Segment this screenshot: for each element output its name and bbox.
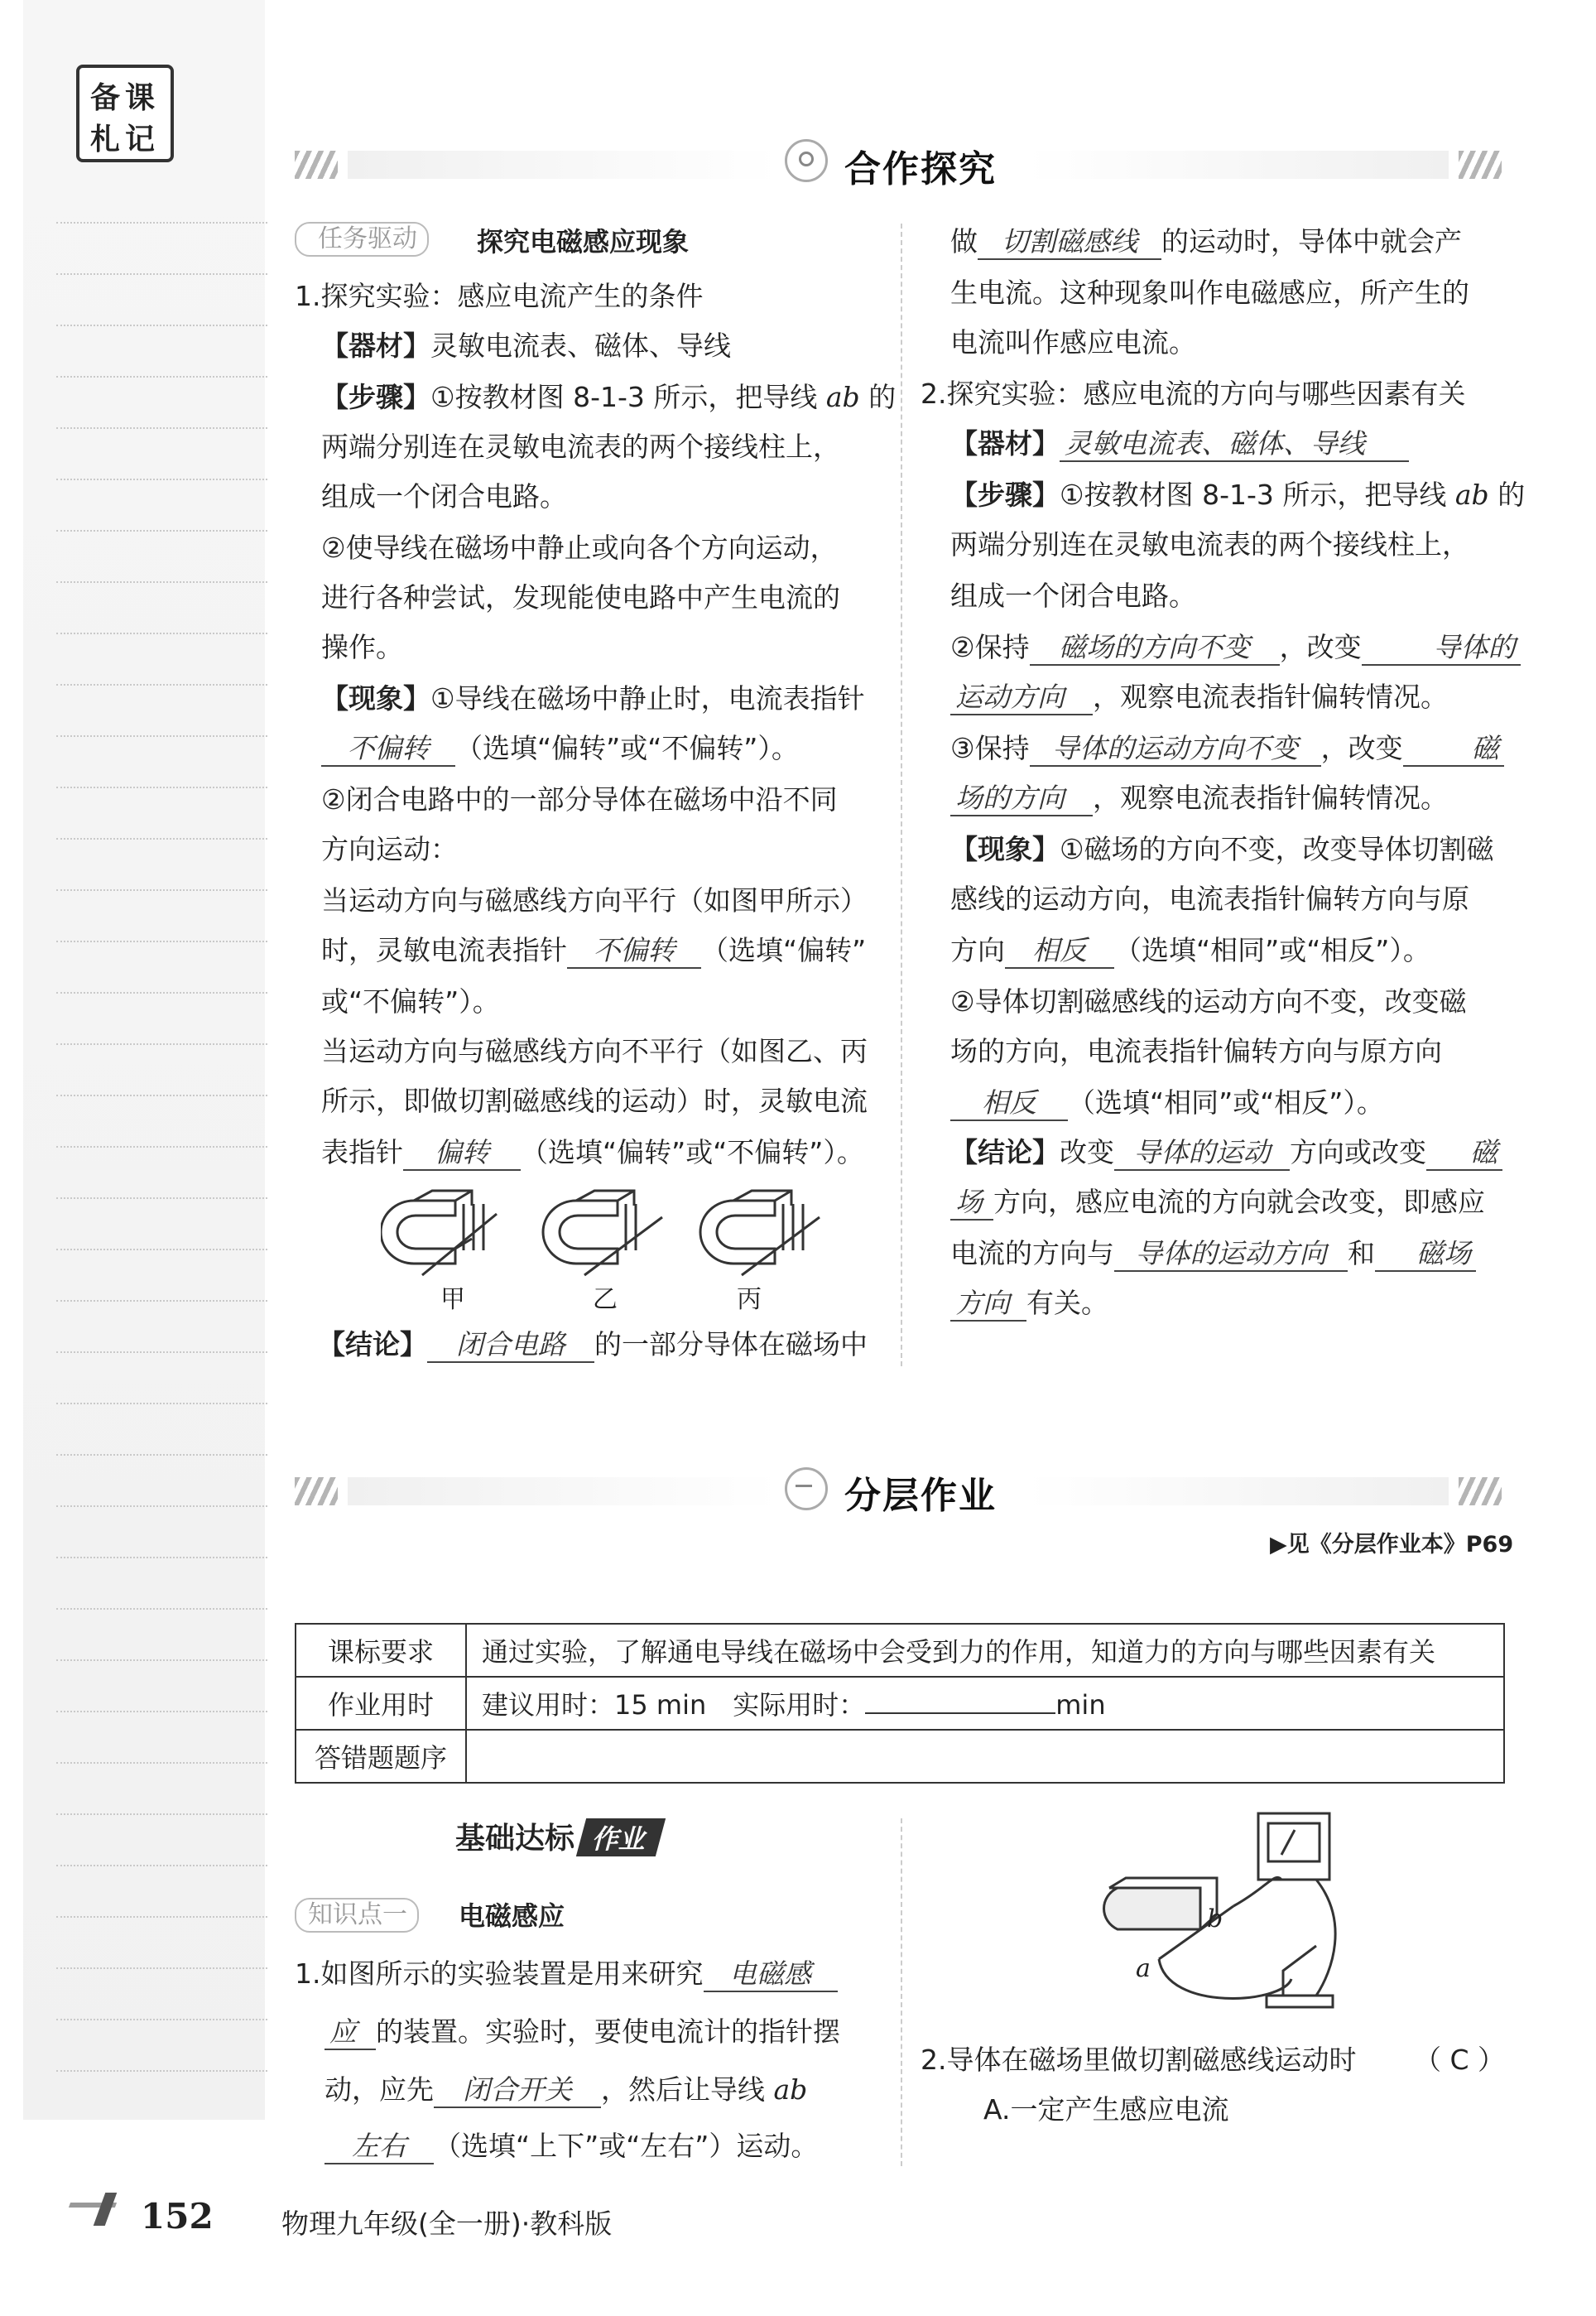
header-bar-left (348, 151, 778, 179)
right-line8: 组成一个闭合电路。 (950, 580, 1196, 612)
answer-blank: 导体的运动方向 (1114, 1237, 1348, 1272)
answer-blank: 相反 (1005, 934, 1114, 969)
column-divider-2 (901, 1818, 902, 2166)
answer-blank: 闭合电路 (427, 1328, 594, 1363)
table-row (296, 1730, 1504, 1783)
fig-label-jia: 甲 (440, 1285, 465, 1314)
level-badge (455, 1815, 661, 1857)
left-line18: 表指针 偏转 （选填“偏转”或“不偏转”）。 (321, 1136, 864, 1171)
left-line17: 所示，即做切割磁感线的运动）时，灵敏电流 (321, 1085, 868, 1117)
answer-blank: 磁场 (1375, 1237, 1476, 1272)
section-title-homework: 分层作业 (844, 1475, 997, 1517)
left-line9: 【现象】①导线在磁场中静止时，电流表指针 (321, 682, 865, 715)
answer-blank: 相反 (950, 1086, 1068, 1121)
answer-blank: 磁 (1426, 1136, 1502, 1171)
header2-hatch-left (295, 1477, 338, 1505)
header-bar-right (1026, 151, 1449, 179)
left-line3: 【步骤】①按教材图 8-1-3 所示，把导线 ab 的 (321, 381, 897, 413)
table-cell: 通过实验，了解通电导线在磁场中会受到力的作用，知道力的方向与哪些因素有关 (466, 1624, 1504, 1677)
task-title: 探究电磁感应现象 (477, 226, 690, 258)
header-hatch-left (295, 151, 338, 179)
right-line7: 两端分别连在灵敏电流表的两个接线柱上， (950, 528, 1469, 561)
table-cell: 建议用时：15 min 实际用时： min (466, 1677, 1504, 1730)
page-number: 152 (141, 2196, 214, 2237)
right-line11: ③保持 导体的运动方向不变 ，改变 磁 (950, 732, 1504, 767)
table-head: 答错题题序 (296, 1730, 466, 1783)
table-head: 作业用时 (296, 1677, 466, 1730)
q1-line3: 动，应先 闭合开关 ，然后让导线 ab (324, 2073, 807, 2108)
right-line20: 场 方向，感应电流的方向就会改变，即感应 (950, 1186, 1485, 1221)
answer-blank: 灵敏电流表、磁体、导线 (1060, 427, 1409, 462)
table-head: 课标要求 (296, 1624, 466, 1677)
header2-bar-right (1026, 1477, 1449, 1505)
stamp-line1: 备课 (89, 80, 160, 115)
left-line8: 操作。 (321, 631, 403, 663)
left-line6: ②使导线在磁场中静止或向各个方向运动， (321, 532, 838, 564)
left-line11: ②闭合电路中的一部分导体在磁场中沿不同 (321, 783, 838, 816)
left-line10: 不偏转 （选填“偏转”或“不偏转”）。 (321, 732, 799, 767)
answer-blank: 方向 (950, 1287, 1026, 1322)
actual-time-field[interactable] (865, 1691, 1055, 1714)
right-line15: 方向 相反 （选填“相同”或“相反”）。 (950, 934, 1430, 969)
answer-blank: 电磁感 (704, 1957, 838, 1992)
answer-blank: 导体的运动方向不变 (1030, 732, 1321, 767)
answer-blank: 导体的 (1362, 631, 1521, 666)
table-row (296, 1624, 1504, 1677)
header-hatch-right (1459, 151, 1502, 179)
right-line10: 运动方向 ，观察电流表指针偏转情况。 (950, 681, 1448, 715)
right-line3: 电流叫作感应电流。 (950, 326, 1196, 359)
answer-blank: 不偏转 (321, 732, 455, 767)
answer-blank: 偏转 (403, 1136, 521, 1171)
q2-answer: （ C ） (1414, 2044, 1506, 2076)
q1-line2: 应 的装置。实验时，要使电流计的指针摆 (324, 2015, 840, 2050)
left-line13: 当运动方向与磁感线方向平行（如图甲所示） (321, 884, 868, 917)
knowledge-title: 电磁感应 (459, 1900, 565, 1932)
q1-line4: 左右 （选填“上下”或“左右”）运动。 (324, 2130, 818, 2164)
right-line16: ②导体切割磁感线的运动方向不变，改变磁 (950, 985, 1467, 1018)
layer-icon (785, 1467, 828, 1510)
badge-basic: 基础达标 (455, 1822, 575, 1856)
task-pill: 任务驱动 (295, 222, 429, 257)
q2-option-a: A.一定产生感应电流 (983, 2093, 1229, 2126)
right-line2: 生电流。这种现象叫作电磁感应，所产生的 (950, 277, 1469, 309)
answer-blank: 左右 (324, 2130, 434, 2164)
answer-blank: 导体的运动 (1114, 1136, 1290, 1171)
left-line14: 时，灵敏电流表指针 不偏转 （选填“偏转” (321, 934, 866, 969)
right-line17: 场的方向，电流表指针偏转方向与原方向 (950, 1035, 1442, 1067)
fig-label-bing: 丙 (737, 1285, 762, 1314)
answer-blank: 不偏转 (567, 934, 701, 969)
right-line18: 相反 （选填“相同”或“相反”）。 (950, 1086, 1384, 1121)
right-line1: 做 切割磁感线 的运动时，导体中就会产 (950, 225, 1462, 260)
answer-blank: 磁 (1403, 732, 1504, 767)
right-line21: 电流的方向与 导体的运动方向 和 磁场 (950, 1237, 1476, 1272)
page-corner-icon (70, 2193, 127, 2226)
right-line22: 方向 有关。 (950, 1287, 1108, 1322)
section-title-cooperate: 合作探究 (844, 148, 997, 190)
fig-label-yi: 乙 (593, 1285, 618, 1314)
left-line12: 方向运动： (321, 833, 458, 865)
left-line16: 当运动方向与磁感线方向不平行（如图乙、丙 (321, 1035, 868, 1067)
table-row (296, 1677, 1504, 1730)
q1-line1: 1.如图所示的实验装置是用来研究 电磁感 (295, 1957, 838, 1992)
wrong-answers-field[interactable] (466, 1730, 1504, 1783)
right-line13: 【现象】①磁场的方向不变，改变导体切割磁 (950, 833, 1494, 865)
knowledge-pill: 知识点一 (295, 1898, 419, 1933)
magnet-figures (381, 1184, 877, 1292)
left-line15: 或“不偏转”）。 (321, 985, 500, 1018)
answer-blank: 磁场的方向不变 (1030, 631, 1280, 666)
answer-blank: 场 (950, 1186, 993, 1221)
book-title-footer: 物理九年级(全一册)·教科版 (281, 2208, 613, 2240)
answer-blank: 闭合开关 (434, 2073, 601, 2108)
right-line9: ②保持 磁场的方向不变 ，改变 导体的 (950, 631, 1521, 666)
answer-blank: 场的方向 (950, 782, 1093, 816)
homework-reference: ▶见《分层作业本》P69 (1270, 1532, 1514, 1558)
fig-label-a: a (1136, 1954, 1151, 1983)
q2-stem: 2.导体在磁场里做切割磁感线运动时 (921, 2044, 1357, 2076)
left-line19: 【结论】 闭合电路 的一部分导体在磁场中 (318, 1328, 868, 1363)
notes-stamp (76, 65, 174, 162)
stamp-line2: 札记 (89, 122, 160, 156)
right-line12: 场的方向 ，观察电流表指针偏转情况。 (950, 782, 1448, 816)
left-line2: 【器材】灵敏电流表、磁体、导线 (321, 330, 731, 362)
right-line14: 感线的运动方向，电流表指针偏转方向与原 (950, 883, 1469, 915)
requirement-table (295, 1623, 1505, 1784)
right-line19: 【结论】改变 导体的运动 方向或改变 磁 (950, 1136, 1502, 1171)
header2-bar-left (348, 1477, 778, 1505)
ruled-lines (23, 0, 272, 2120)
badge-homework: 作业 (576, 1818, 666, 1856)
search-icon (785, 139, 828, 182)
right-line4: 2.探究实验：感应电流的方向与哪些因素有关 (921, 378, 1466, 410)
answer-blank: 应 (324, 2015, 376, 2050)
right-line6: 【步骤】①按教材图 8-1-3 所示，把导线 ab 的 (950, 479, 1526, 511)
left-line7: 进行各种尝试，发现能使电路中产生电流的 (321, 581, 840, 614)
fig-label-b: b (1207, 1904, 1223, 1933)
answer-blank: 切割磁感线 (978, 225, 1161, 260)
column-divider (901, 224, 902, 1366)
left-line5: 组成一个闭合电路。 (321, 480, 567, 513)
header2-hatch-right (1459, 1477, 1502, 1505)
left-line1: 1.探究实验：感应电流产生的条件 (295, 280, 704, 312)
left-line4: 两端分别连在灵敏电流表的两个接线柱上， (321, 431, 840, 463)
answer-blank: 运动方向 (950, 681, 1093, 715)
right-line5: 【器材】 灵敏电流表、磁体、导线 (950, 427, 1409, 462)
